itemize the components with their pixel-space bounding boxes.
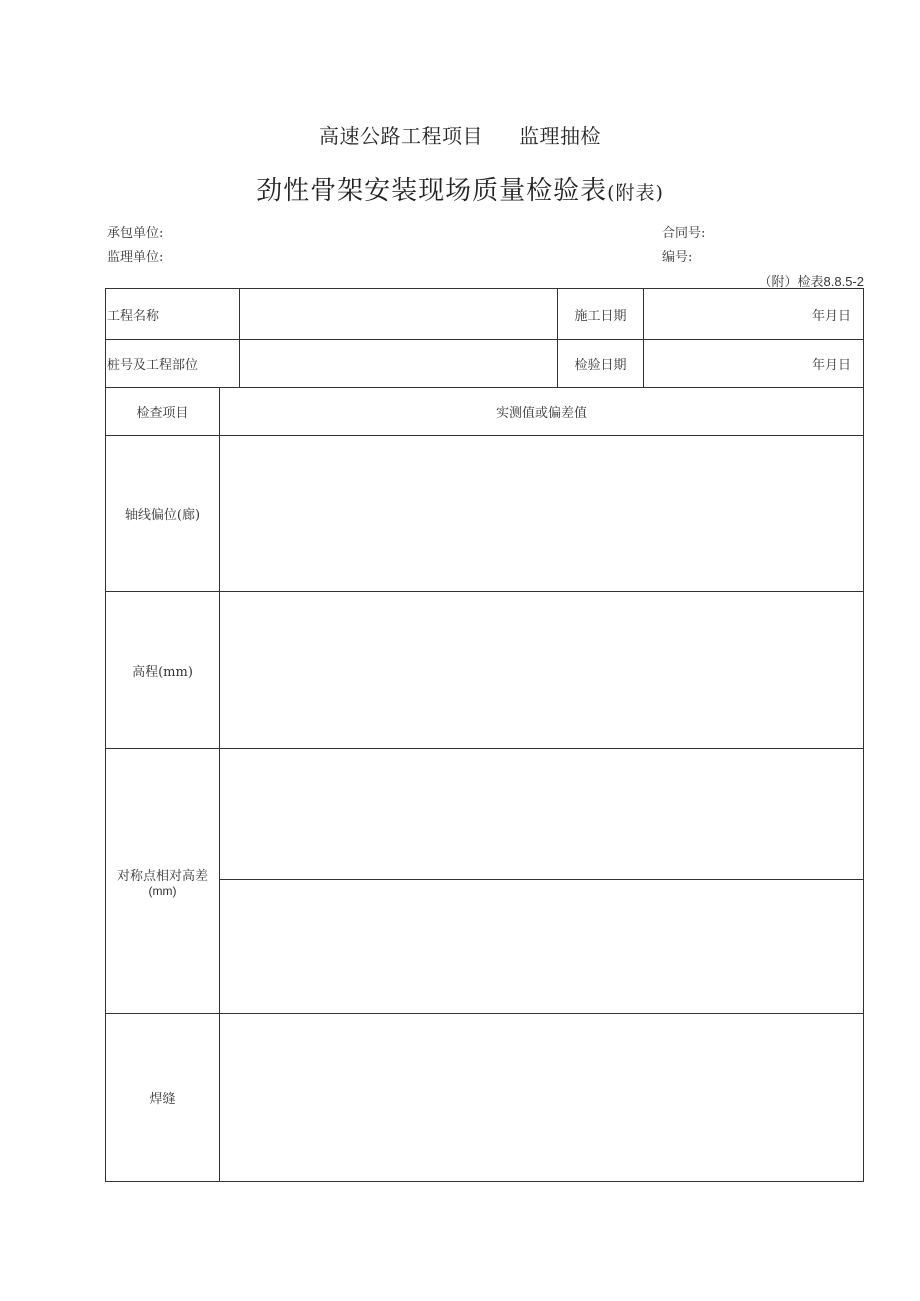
header-title-line1 bbox=[0, 120, 920, 149]
form-title-suffix: (附表) bbox=[607, 182, 664, 204]
value-symmetric-2[interactable] bbox=[220, 880, 863, 1013]
construction-date-field[interactable]: 年月日 bbox=[811, 308, 851, 324]
item-symmetric-label: 对称点相对高差 bbox=[116, 868, 208, 884]
project-title: 高速公路工程项目 bbox=[319, 124, 483, 148]
value-weld[interactable] bbox=[220, 1014, 863, 1181]
project-name-field[interactable] bbox=[240, 289, 556, 339]
inspection-type: 监理抽检 bbox=[519, 124, 601, 148]
form-number-value: 8.8.5-2 bbox=[823, 274, 864, 289]
inspection-date-label: 检验日期 bbox=[574, 358, 627, 373]
col-header-item: 检查项目 bbox=[136, 406, 189, 421]
form-title bbox=[0, 170, 920, 207]
item-symmetric-unit: (mm) bbox=[148, 883, 177, 898]
item-elevation bbox=[106, 592, 219, 748]
value-symmetric-1[interactable] bbox=[220, 749, 863, 879]
form-title-main: 劲性骨架安装现场质量检验表 bbox=[256, 176, 608, 206]
form-number-prefix: （附）检表 bbox=[758, 275, 824, 290]
construction-date-label: 施工日期 bbox=[574, 308, 627, 324]
project-name-label: 工程名称 bbox=[107, 308, 160, 324]
col-header-value: 实测值或偏差值 bbox=[495, 406, 587, 421]
value-axis-offset[interactable] bbox=[220, 436, 863, 591]
inspection-date-field[interactable]: 年月日 bbox=[811, 358, 851, 373]
item-weld: 焊缝 bbox=[149, 1092, 176, 1107]
item-axis-offset: 轴线偏位(廊) bbox=[124, 508, 201, 523]
supervisor-label: 监理单位: bbox=[107, 250, 164, 265]
station-label: 桩号及工程部位 bbox=[107, 358, 199, 373]
serial-no-label: 编号: bbox=[662, 250, 693, 265]
contractor-label: 承包单位: bbox=[107, 226, 164, 241]
station-field[interactable] bbox=[240, 340, 556, 387]
item-elevation-label: 高程(mm) bbox=[132, 664, 193, 680]
value-elevation[interactable] bbox=[220, 592, 863, 748]
item-symmetric-height-diff bbox=[106, 749, 219, 1013]
contract-no-label: 合同号: bbox=[662, 226, 706, 241]
